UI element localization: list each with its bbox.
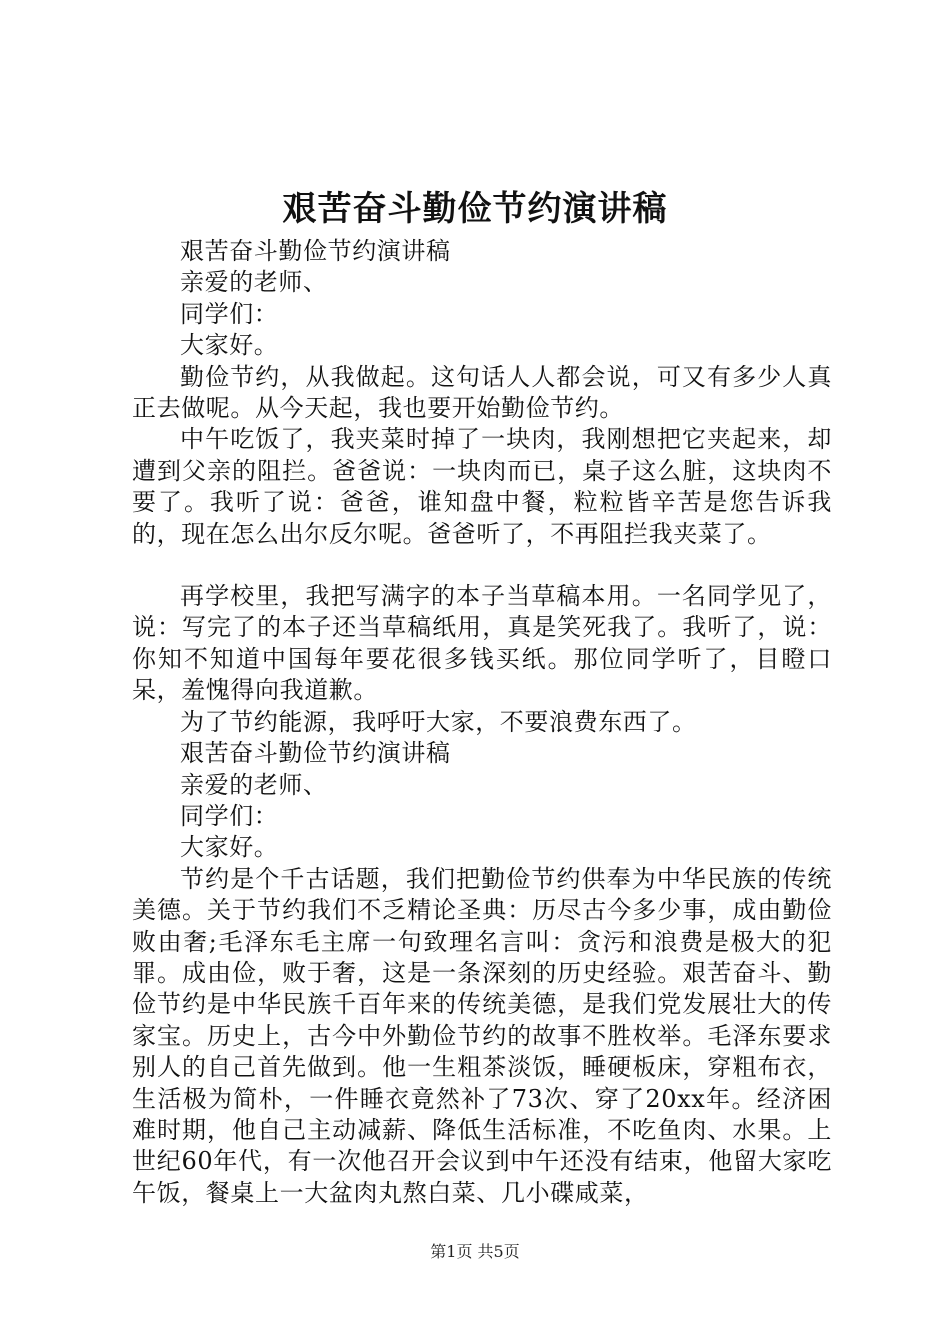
page-number-footer: 第1页 共5页 <box>430 1242 520 1261</box>
paragraph-text: 为了节约能源，我呼吁大家，不要浪费东西了。 <box>180 707 697 736</box>
paragraph-salutation: 亲爱的老师、 <box>180 770 328 799</box>
paragraph-heading: 艰苦奋斗勤俭节约演讲稿 <box>180 237 451 265</box>
paragraph-text: 勤俭节约，从我做起。这句话人人都会说，可又有多少人真正去做呢。从今天起，我也要开始勤俭节约。 <box>132 362 832 423</box>
paragraph-salutation: 亲爱的老师、 <box>180 268 328 297</box>
document-body <box>132 236 832 1209</box>
paragraph-heading: 艰苦奋斗勤俭节约演讲稿 <box>180 739 451 768</box>
paragraph-greeting: 大家好。 <box>180 833 279 862</box>
document-title: 艰苦奋斗勤俭节约演讲稿 <box>282 189 668 229</box>
paragraph-text: 节约是个千古话题，我们把勤俭节约供奉为中华民族的传统美德。关于节约我们不乏精论圣典：历尽古今多少事，成由勤俭败由奢;毛泽东毛主席一句致理名言叫：贪污和浪费是极大的犯罪。成由俭，败于奢，这是一条深刻的历史经验。艰苦奋斗、勤俭节约是中华民族千百年来的传统美德，是我们党发展壮大的传家宝。历史上，古今中外勤俭节约的故事不胜枚举。毛泽东要求别人的自己首先做到。他一生粗茶淡饭，睡硬板床，穿粗布衣，生活极为简朴，一件睡衣竟然补了73次、穿了20xx年。经济困难时期，他自己主动减薪、降低生活标准，不吃鱼肉、水果。上世纪60年代，有一次他召开会议到中午还没有结束，他留大家吃午饭，餐桌上一大盆肉丸熬白菜、几小碟咸菜， <box>132 864 832 1207</box>
paragraph-text: 中午吃饭了，我夹菜时掉了一块肉，我刚想把它夹起来，却遭到父亲的阻拦。爸爸说：一块肉而已，桌子这么脏，这块肉不要了。我听了说：爸爸，谁知盘中餐，粒粒皆辛苦是您告诉我的，现在怎么出尔反尔呢。爸爸听了，不再阻拦我夹菜了。 <box>132 425 832 548</box>
paragraph-gap <box>132 550 832 581</box>
paragraph-greeting: 大家好。 <box>180 331 279 360</box>
paragraph-text: 再学校里，我把写满字的本子当草稿本用。一名同学见了，说：写完了的本子还当草稿纸用，真是笑死我了。我听了，说：你知不知道中国每年要花很多钱买纸。那位同学听了，目瞪口呆，羞愧得向我道歉。 <box>132 582 832 705</box>
paragraph-salutation: 同学们： <box>180 299 279 328</box>
paragraph-salutation: 同学们： <box>180 801 279 830</box>
